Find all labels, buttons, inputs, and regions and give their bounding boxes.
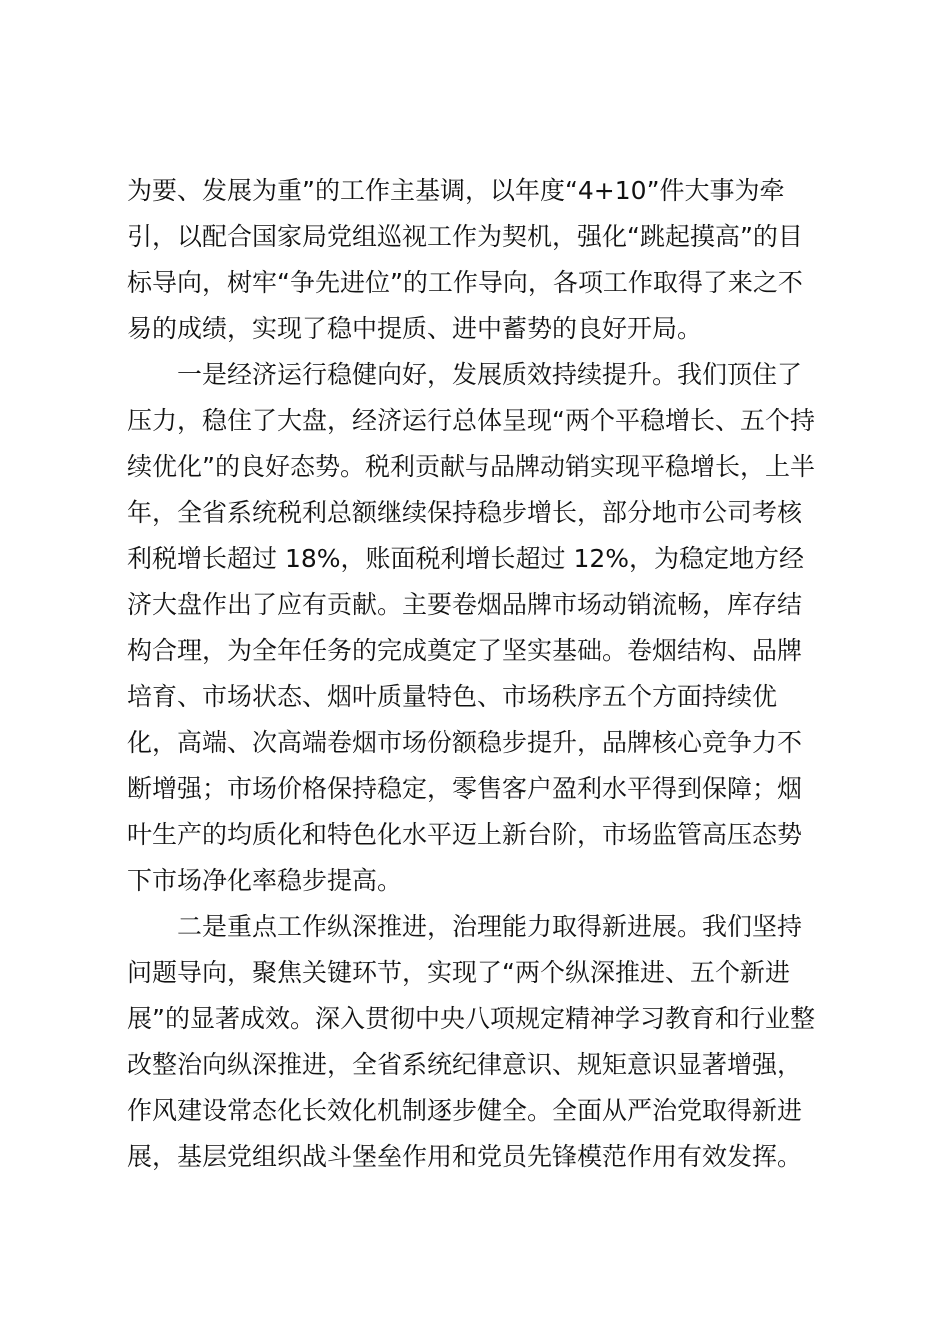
text-line: 叶生产的均质化和特色化水平迈上新台阶，市场监管高压态势 [127,820,803,849]
text-line: 展”的显著成效。深入贯彻中央八项规定精神学习教育和行业整 [127,1004,815,1033]
text-line: 压力，稳住了大盘，经济运行总体呈现“两个平稳增长、五个持 [127,406,815,435]
text-line: 年，全省系统税利总额继续保持稳步增长，部分地市公司考核 [127,498,803,527]
text-line: 引，以配合国家局党组巡视工作为契机，强化“跳起摸高”的目 [127,222,803,251]
text-line: 培育、市场状态、烟叶质量特色、市场秩序五个方面持续优 [127,682,778,711]
paragraph-1 [127,168,827,352]
text-line: 构合理，为全年任务的完成奠定了坚实基础。卷烟结构、品牌 [127,636,803,665]
text-line: 易的成绩，实现了稳中提质、进中蓄势的良好开局。 [127,314,703,343]
text-line: 为要、发展为重”的工作主基调，以年度“4+10”件大事为牵 [127,176,785,205]
text-line: 利税增长超过 18%，账面税利增长超过 12%，为稳定地方经 [127,544,805,573]
paragraph-2 [127,352,827,904]
text-line: 化，高端、次高端卷烟市场份额稳步提升，品牌核心竞争力不 [127,728,803,757]
text-line: 下市场净化率稳步提高。 [127,866,403,895]
text-line: 一是经济运行稳健向好，发展质效持续提升。我们顶住了 [177,360,803,389]
text-line: 改整治向纵深推进，全省系统纪律意识、规矩意识显著增强， [127,1050,803,1079]
document-body [127,168,827,1180]
text-line: 问题导向，聚焦关键环节，实现了“两个纵深推进、五个新进 [127,958,790,987]
text-line: 续优化”的良好态势。税利贡献与品牌动销实现平稳增长，上半 [127,452,815,481]
text-line: 标导向，树牢“争先进位”的工作导向，各项工作取得了来之不 [127,268,803,297]
text-line: 济大盘作出了应有贡献。主要卷烟品牌市场动销流畅，库存结 [127,590,803,619]
text-line: 二是重点工作纵深推进，治理能力取得新进展。我们坚持 [177,912,803,941]
paragraph-3 [127,904,827,1180]
text-line: 断增强；市场价格保持稳定，零售客户盈利水平得到保障；烟 [127,774,803,803]
text-line: 展，基层党组织战斗堡垒作用和党员先锋模范作用有效发挥。 [127,1142,803,1171]
text-line: 作风建设常态化长效化机制逐步健全。全面从严治党取得新进 [127,1096,803,1125]
